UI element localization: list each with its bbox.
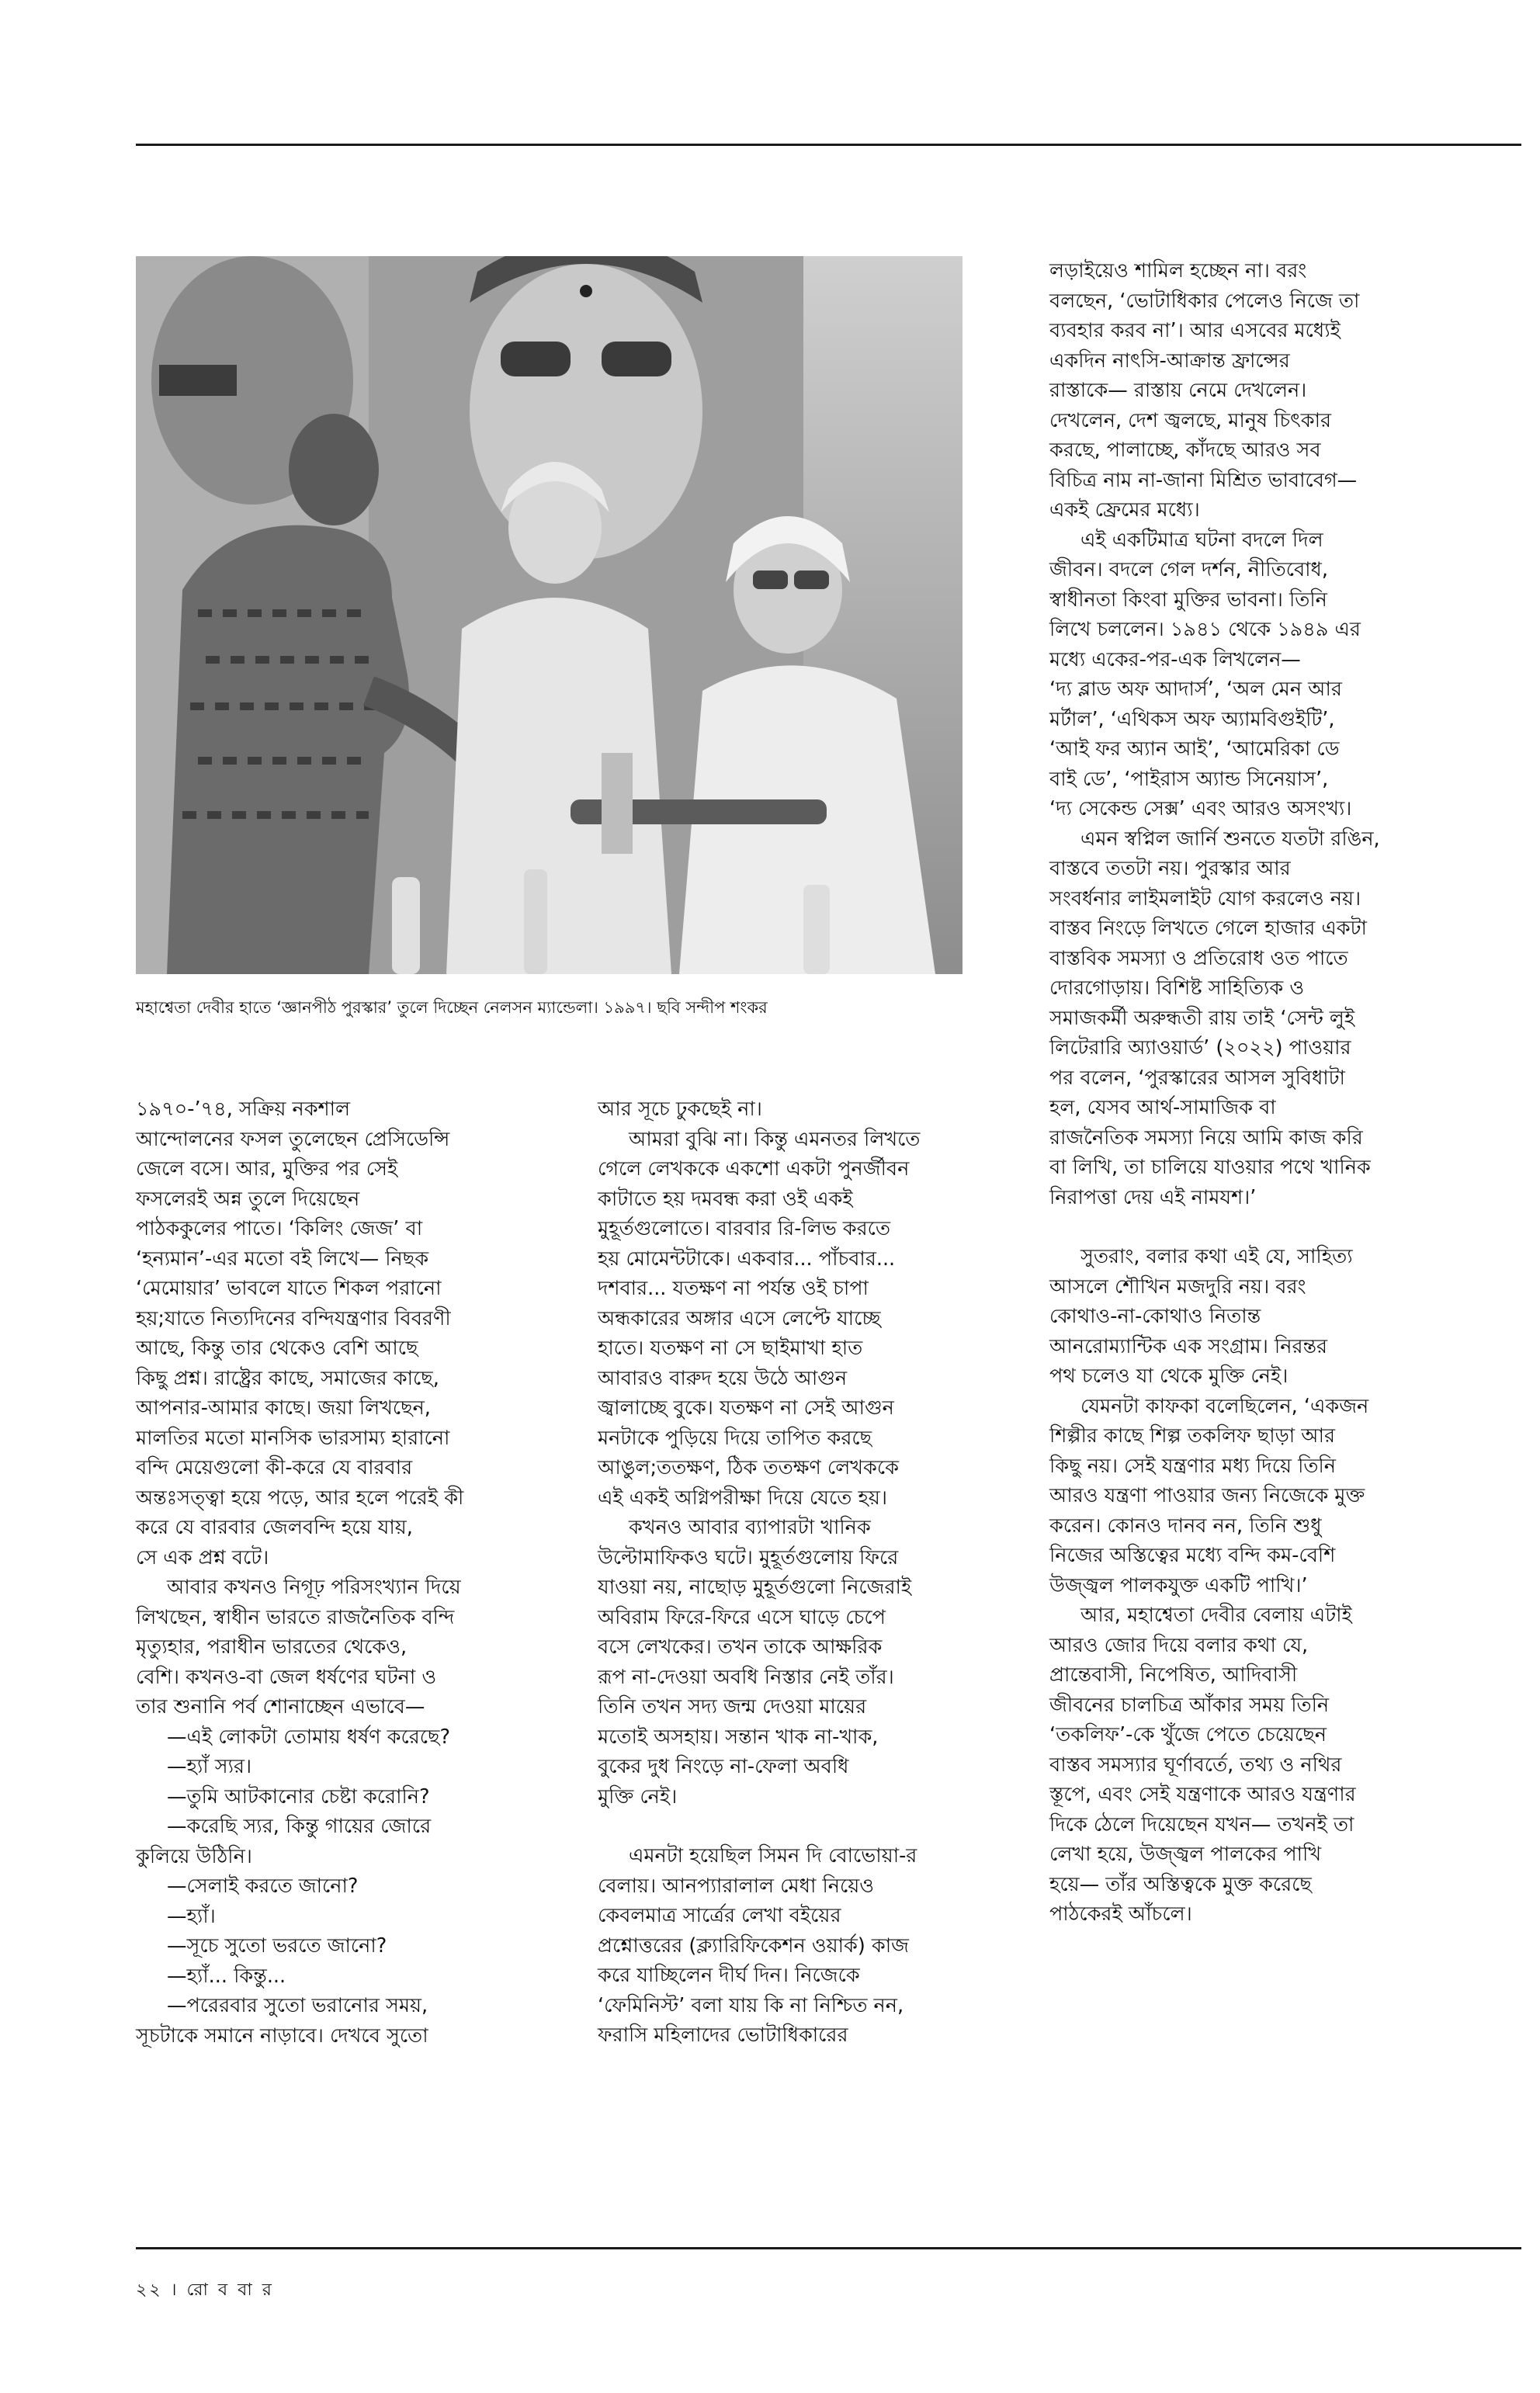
- column-2: [598, 1094, 1021, 2051]
- text-line: আঙুল;ততক্ষণ, ঠিক ততক্ষণ লেখককে: [598, 1456, 899, 1479]
- text-line: আমরা বুঝি না। কিন্তু এমনতর লিখতে: [629, 1127, 921, 1151]
- text-line: ‘ফেমিনিস্ট’ বলা যায় কি না নিশ্চিত নন,: [598, 1993, 904, 2017]
- text-line: হল, যেসব আর্থ-সামাজিক বা: [1049, 1096, 1276, 1119]
- text-line: স্তূপে, এবং সেই যন্ত্রণাকে আরও যন্ত্রণার: [1049, 1783, 1356, 1806]
- text-line: গেলে লেখককে একশো একটা পুনর্জীবন: [598, 1157, 910, 1181]
- column-3: [1049, 256, 1515, 1930]
- text-line: আনরোম্যান্টিক এক সংগ্রাম। নিরন্তর: [1049, 1334, 1328, 1358]
- text-line: লিটেরারি অ্যাওয়ার্ড’ (২০২২) পাওয়ার: [1049, 1036, 1351, 1060]
- text-line: —হ্যাঁ স্যর।: [167, 1755, 252, 1778]
- text-line: বন্দি মেয়েগুলো কী-করে যে বারবার: [136, 1456, 413, 1479]
- text-line: পথ চলেও যা থেকে মুক্তি নেই।: [1049, 1365, 1289, 1388]
- text-line: লড়াইয়েও শামিল হচ্ছেন না। বরং: [1049, 259, 1307, 283]
- text-line: জ্বালাচ্ছে বুকে। যতক্ষণ না সেই আগুন: [598, 1396, 894, 1420]
- text-line: হয়;যাতে নিত্যদিনের বন্দিযন্ত্রণার বিবরণী: [136, 1306, 451, 1330]
- text-line: ফসলেরই অন্ন তুলে দিয়েছেন: [136, 1187, 360, 1211]
- text-line: জীবনের চালচিত্র আঁকার সময় তিনি: [1049, 1693, 1330, 1717]
- text-line: উজ্জ্বল পালকযুক্ত একটি পাখি।’: [1049, 1573, 1308, 1597]
- text-line: আন্দোলনের ফসল তুলেছেন প্রেসিডেন্সি: [136, 1127, 450, 1151]
- text-line: এমনটা হয়েছিল সিমন দি বোভোয়া-র: [629, 1844, 917, 1868]
- text-line: আছে, কিন্তু তার থেকেও বেশি আছে: [136, 1337, 418, 1360]
- text-line: আর, মহাশ্বেতা দেবীর বেলায় এটাই: [1080, 1604, 1352, 1627]
- text-line: প্রশ্নোত্তরের (ক্ল্যারিফিকেশন ওয়ার্ক) কাজ: [598, 1933, 909, 1958]
- photo-caption: মহাশ্বেতা দেবীর হাতে ‘জ্ঞানপীঠ পুরস্কার’ তুলে দিচ্ছেন নেলসন ম্যান্ডেলা। ১৯৯৭। ছবি সন্দীপ শংকর: [136, 998, 768, 1017]
- award-photo: [136, 256, 962, 974]
- text-line: ‘মেমোয়ার’ ভাবলে যাতে শিকল পরানো: [136, 1277, 442, 1300]
- text-line: তিনি তখন সদ্য জন্ম দেওয়া মায়ের: [598, 1695, 867, 1718]
- text-line: রূপ না-দেওয়া অবধি নিস্তার নেই তাঁর।: [598, 1665, 894, 1689]
- text-line: সূচটাকে সমানে নাড়াবে। দেখবে সুতো: [136, 2024, 428, 2048]
- footer-rule: [136, 2247, 1521, 2249]
- text-line: লিখছেন, স্বাধীন ভারতে রাজনৈতিক বন্দি: [136, 1605, 455, 1629]
- text-line: করছে, পালাচ্ছে, কাঁদছে আরও সব: [1049, 439, 1321, 462]
- text-line: বলছেন, ‘ভোটাধিকার পেলেও নিজে তা: [1049, 289, 1360, 313]
- award-photo-image: [136, 256, 962, 974]
- text-line: দেখলেন, দেশ জ্বলছে, মানুষ চিৎকার: [1049, 408, 1332, 432]
- text-line: বুকের দুধ নিংড়ে না-ফেলা অবধি: [598, 1755, 849, 1778]
- text-line: মধ্যে একের-পর-এক লিখলেন—: [1049, 647, 1301, 671]
- text-line: আপনার-আমার কাছে। জয়া লিখছেন,: [136, 1396, 431, 1420]
- text-line: দিকে ঠেলে দিয়েছেন যখন— তখনই তা: [1049, 1812, 1354, 1836]
- text-line: এই একটিমাত্র ঘটনা বদলে দিল: [1080, 528, 1323, 552]
- text-line: রাজনৈতিক সমস্যা নিয়ে আমি কাজ করি: [1049, 1125, 1363, 1150]
- text-line: আরও জোর দিয়ে বলার কথা যে,: [1049, 1633, 1309, 1657]
- text-line: বাস্তব নিংড়ে লিখতে গেলে হাজার একটা: [1049, 917, 1367, 940]
- text-line: জেলে বসে। আর, মুক্তির পর সেই: [136, 1157, 398, 1181]
- text-line: —তুমি আটকানোর চেষ্টা করোনি?: [167, 1784, 430, 1809]
- text-line: করে যাচ্ছিলেন দীর্ঘ দিন। নিজেকে: [598, 1964, 860, 1987]
- text-line: একদিন নাৎসি-আক্রান্ত ফ্রান্সের: [1049, 349, 1290, 373]
- text-line: আবার কখনও নিগূঢ় পরিসংখ্যান দিয়ে: [167, 1576, 461, 1599]
- text-line: বাই ডে’, ‘পাইরাস অ্যান্ড সিনেয়াস’,: [1049, 767, 1329, 791]
- text-line: তার শুনানি পর্ব শোনাচ্ছেন এভাবে—: [136, 1695, 425, 1718]
- text-line: যাওয়া নয়, নাছোড় মুহূর্তগুলো নিজেরাই: [598, 1576, 912, 1599]
- text-line: অন্ধকারের অঙ্গার এসে লেপ্টে যাচ্ছে: [598, 1306, 881, 1330]
- text-line: ‘তকলিফ’-কে খুঁজে পেতে চেয়েছেন: [1049, 1723, 1327, 1746]
- text-line: দশবার... যতক্ষণ না পর্যন্ত ওই চাপা: [598, 1277, 869, 1300]
- page-number: ২২: [136, 2280, 163, 2300]
- text-line: হয় মোমেন্টটাকে। একবার... পাঁচবার...: [598, 1247, 896, 1271]
- text-line: ১৯৭০-’৭৪, সক্রিয় নকশাল: [136, 1098, 351, 1121]
- text-line: ‘দ্য সেকেন্ড সেক্স’ এবং আরও অসংখ্য।: [1049, 797, 1352, 820]
- text-line: সুতরাং, বলার কথা এই যে, সাহিত্য: [1080, 1245, 1353, 1268]
- text-line: বাস্তব সমস্যার ঘূর্ণাবর্তে, তথ্য ও নথির: [1049, 1753, 1342, 1777]
- text-line: মুহূর্তগুলোতে। বারবার রি-লিভ করতে: [598, 1217, 891, 1240]
- text-line: সে এক প্রশ্ন বটে।: [136, 1545, 269, 1569]
- text-line: কোথাও-না-কোথাও নিতান্ত: [1049, 1305, 1261, 1328]
- text-line: ফরাসি মহিলাদের ভোটাধিকারের: [598, 2024, 848, 2047]
- text-line: রাস্তাকে— রাস্তায় নেমে দেখলেন।: [1049, 379, 1307, 402]
- text-line: লিখে চললেন। ১৯৪১ থেকে ১৯৪৯ এর: [1049, 618, 1361, 641]
- text-line: আবারও বারুদ হয়ে উঠে আগুন: [598, 1366, 848, 1390]
- text-line: স্বাধীনতা কিংবা মুক্তির ভাবনা। তিনি: [1049, 588, 1327, 612]
- text-line: মর্টাল’, ‘এথিকস অফ অ্যামবিগুইটি’,: [1049, 707, 1335, 731]
- text-line: কেবলমাত্র সার্ত্রের লেখা বইয়ের: [598, 1904, 841, 1927]
- text-line: আরও যন্ত্রণা পাওয়ার জন্য নিজেকে মুক্ত: [1049, 1484, 1365, 1507]
- text-line: বেলায়। আনপ্যারালাল মেধা নিয়েও: [598, 1874, 875, 1898]
- column-1: [136, 1094, 559, 2051]
- text-line: করে যে বারবার জেলবন্দি হয়ে যায়,: [136, 1516, 413, 1539]
- text-line: নিরাপত্তা দেয় এই নামযশ।’: [1049, 1185, 1257, 1209]
- text-line: বিচিত্র নাম না-জানা মিশ্রিত ভাবাবেগ—: [1049, 468, 1358, 492]
- text-line: কিছু নয়। সেই যন্ত্রণার মধ্য দিয়ে তিনি: [1049, 1454, 1337, 1478]
- text-line: নিজের অস্তিত্বের মধ্যে বন্দি কম-বেশি: [1049, 1544, 1336, 1567]
- text-line: —সূচে সুতো ভরতে জানো?: [167, 1934, 387, 1958]
- text-line: হাতে। যতক্ষণ না সে ছাইমাখা হাত: [598, 1337, 863, 1360]
- text-line: —হ্যাঁ।: [167, 1904, 216, 1928]
- text-line: যেমনটা কাফকা বলেছিলেন, ‘একজন: [1080, 1394, 1369, 1418]
- text-line: আসলে শৌখিন মজদুরি নয়। বরং: [1049, 1275, 1306, 1299]
- text-line: কাটাতে হয় দমবন্ধ করা ওই একই: [598, 1187, 853, 1211]
- text-line: ‘দ্য ব্লাড অফ আদার্স’, ‘অল মেন আর: [1049, 678, 1342, 701]
- text-line: সংবর্ধনার লাইমলাইট যোগ করলেও নয়।: [1049, 886, 1361, 910]
- text-line: মৃত্যুহার, পরাধীন ভারতের থেকেও,: [136, 1635, 408, 1659]
- text-line: সমাজকর্মী অরুন্ধতী রায় তাই ‘সেন্ট লুই: [1049, 1006, 1355, 1030]
- text-line: —সেলাই করতে জানো?: [167, 1875, 359, 1898]
- text-line: পর বলেন, ‘পুরস্কারের আসল সুবিধাটা: [1049, 1066, 1345, 1090]
- footer-separator: ।: [170, 2280, 179, 2300]
- text-line: —হ্যাঁ... কিন্তু...: [167, 1964, 286, 1988]
- text-line: এমন স্বপ্নিল জার্নি শুনতে যতটা রঙিন,: [1080, 827, 1380, 851]
- text-line: লেখা হয়ে, উজ্জ্বল পালকের পাখি: [1049, 1843, 1322, 1866]
- text-line: হয়ে— তাঁর অস্তিত্বকে মুক্ত করেছে: [1049, 1872, 1312, 1896]
- text-line: উল্টোমাফিকও ঘটে। মুহূর্তগুলোয় ফিরে: [598, 1545, 899, 1569]
- text-line: পাঠককুলের পাতে। ‘কিলিং জেজ’ বা: [136, 1217, 423, 1240]
- header-rule: [136, 144, 1521, 146]
- text-line: এই একই অগ্নিপরীক্ষা দিয়ে যেতে হয়।: [598, 1486, 887, 1510]
- magazine-name: রো ব বা র: [186, 2280, 274, 2300]
- text-line: পাঠকেরই আঁচলে।: [1049, 1902, 1192, 1926]
- text-line: কিছু প্রশ্ন। রাষ্ট্রের কাছে, সমাজের কাছে,: [136, 1366, 439, 1390]
- text-line: মুক্তি নেই।: [598, 1784, 678, 1809]
- text-line: বাস্তবিক সমস্যা ও প্রতিরোধ ওত পাতে: [1049, 946, 1348, 970]
- text-line: ব্যবহার করব না’। আর এসবের মধ্যেই: [1049, 319, 1341, 342]
- text-line: দোরগোড়ায়। বিশিষ্ট সাহিত্যিক ও: [1049, 976, 1305, 1000]
- text-line: অন্তঃসত্ত্বা হয়ে পড়ে, আর হলে পরেই কী: [136, 1486, 464, 1510]
- text-line: একই ফ্রেমের মধ্যে।: [1049, 498, 1200, 522]
- text-line: কখনও আবার ব্যাপারটা খানিক: [629, 1516, 871, 1539]
- text-line: মতোই অসহায়। সন্তান খাক না-খাক,: [598, 1725, 879, 1749]
- text-line: কুলিয়ে উঠিনি।: [136, 1844, 252, 1868]
- text-line: —করেছি স্যর, কিন্তু গায়ের জোরে: [167, 1815, 432, 1838]
- text-line: —এই লোকটা তোমায় ধর্ষণ করেছে?: [167, 1725, 451, 1749]
- text-line: বা লিখি, তা চালিয়ে যাওয়ার পথে খানিক: [1049, 1156, 1371, 1179]
- text-line: বসে লেখকের। তখন তাকে আক্ষরিক: [598, 1635, 883, 1659]
- text-line: ‘হন্যমান’-এর মতো বই লিখে— নিছক: [136, 1247, 429, 1271]
- text-line: মালতির মতো মানসিক ভারসাম্য হারানো: [136, 1426, 450, 1450]
- text-line: ‘আই ফর অ্যান আই’, ‘আমেরিকা ডে: [1049, 737, 1340, 761]
- page-footer: [136, 2277, 274, 2305]
- text-line: প্রান্তেবাসী, নিপেষিত, আদিবাসী: [1049, 1663, 1298, 1687]
- text-line: বেশি। কখনও-বা জেল ধর্ষণের ঘটনা ও: [136, 1665, 437, 1689]
- text-line: অবিরাম ফিরে-ফিরে এসে ঘাড়ে চেপে: [598, 1605, 886, 1629]
- text-line: —পরেরবার সুতো ভরানোর সময়,: [167, 1994, 428, 2017]
- text-line: আর সূচে ঢুকছেই না।: [598, 1098, 762, 1121]
- text-line: মনটাকে পুড়িয়ে দিয়ে তাপিত করছে: [598, 1426, 872, 1450]
- text-line: করেন। কোনও দানব নন, তিনি শুধু: [1049, 1514, 1322, 1538]
- text-line: বাস্তবে ততটা নয়। পুরস্কার আর: [1049, 857, 1291, 880]
- text-line: শিল্পীর কাছে শিল্প তকলিফ ছাড়া আর: [1049, 1424, 1336, 1448]
- text-line: জীবন। বদলে গেল দর্শন, নীতিবোধ,: [1049, 558, 1328, 581]
